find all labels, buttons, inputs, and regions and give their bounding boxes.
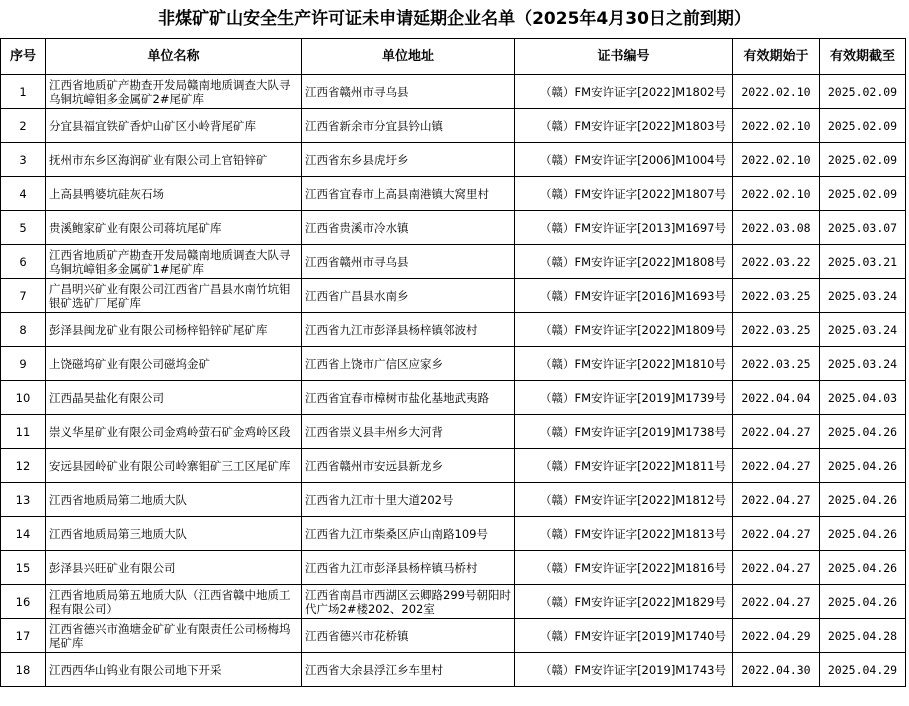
cell-cert: （赣）FM安许证字[2019]M1740号 — [515, 619, 733, 653]
cell-start: 2022.04.27 — [733, 483, 820, 517]
cell-cert: （赣）FM安许证字[2022]M1803号 — [515, 109, 733, 143]
table-row — [1, 245, 906, 279]
table-row — [1, 313, 906, 347]
cell-start: 2022.02.10 — [733, 143, 820, 177]
cell-no: 12 — [1, 449, 46, 483]
cell-start: 2022.04.27 — [733, 551, 820, 585]
cell-name: 广昌明兴矿业有限公司江西省广昌县水南竹坑钼银矿选矿厂尾矿库 — [46, 279, 302, 313]
cell-name: 分宜县福宜铁矿香炉山矿区小岭背尾矿库 — [46, 109, 302, 143]
cell-address: 江西省大余县浮江乡车里村 — [302, 653, 515, 687]
table-row — [1, 143, 906, 177]
cell-address: 江西省宜春市上高县南港镇大窝里村 — [302, 177, 515, 211]
cell-start: 2022.02.10 — [733, 75, 820, 109]
cell-no: 3 — [1, 143, 46, 177]
cell-cert: （赣）FM安许证字[2022]M1811号 — [515, 449, 733, 483]
table-row — [1, 449, 906, 483]
cell-address: 江西省赣州市寻乌县 — [302, 75, 515, 109]
cell-end: 2025.02.09 — [820, 177, 906, 211]
table-row — [1, 177, 906, 211]
cell-cert: （赣）FM安许证字[2019]M1739号 — [515, 381, 733, 415]
enterprise-table — [0, 38, 906, 687]
cell-start: 2022.04.27 — [733, 449, 820, 483]
table-row — [1, 75, 906, 109]
cell-name: 江西晶昊盐化有限公司 — [46, 381, 302, 415]
cell-end: 2025.03.24 — [820, 347, 906, 381]
cell-cert: （赣）FM安许证字[2006]M1004号 — [515, 143, 733, 177]
cell-end: 2025.03.07 — [820, 211, 906, 245]
cell-name: 抚州市东乡区海润矿业有限公司上官铅锌矿 — [46, 143, 302, 177]
table-row — [1, 279, 906, 313]
cell-name: 江西省地质局第五地质大队（江西省赣中地质工程有限公司） — [46, 585, 302, 619]
cell-name: 安远县园岭矿业有限公司岭寨钼矿三工区尾矿库 — [46, 449, 302, 483]
cell-name: 江西省地质局第二地质大队 — [46, 483, 302, 517]
table-row — [1, 653, 906, 687]
header-name: 单位名称 — [46, 39, 302, 75]
cell-end: 2025.03.21 — [820, 245, 906, 279]
cell-name: 江西省地质局第三地质大队 — [46, 517, 302, 551]
table-header-row — [1, 39, 906, 75]
table-row — [1, 347, 906, 381]
cell-name: 上饶磁坞矿业有限公司磁坞金矿 — [46, 347, 302, 381]
cell-end: 2025.03.24 — [820, 279, 906, 313]
table-row — [1, 517, 906, 551]
cell-no: 18 — [1, 653, 46, 687]
cell-start: 2022.03.25 — [733, 347, 820, 381]
cell-no: 4 — [1, 177, 46, 211]
cell-address: 江西省新余市分宜县钤山镇 — [302, 109, 515, 143]
cell-start: 2022.04.27 — [733, 415, 820, 449]
cell-end: 2025.04.26 — [820, 415, 906, 449]
table-row — [1, 381, 906, 415]
cell-start: 2022.03.25 — [733, 313, 820, 347]
cell-end: 2025.02.09 — [820, 109, 906, 143]
cell-no: 10 — [1, 381, 46, 415]
header-start: 有效期始于 — [733, 39, 820, 75]
cell-name: 江西西华山钨业有限公司地下开采 — [46, 653, 302, 687]
cell-cert: （赣）FM安许证字[2022]M1808号 — [515, 245, 733, 279]
cell-cert: （赣）FM安许证字[2019]M1743号 — [515, 653, 733, 687]
header-end: 有效期截至 — [820, 39, 906, 75]
cell-address: 江西省九江市柴桑区庐山南路109号 — [302, 517, 515, 551]
cell-address: 江西省宜春市樟树市盐化基地武夷路 — [302, 381, 515, 415]
cell-end: 2025.04.26 — [820, 517, 906, 551]
cell-address: 江西省东乡县虎圩乡 — [302, 143, 515, 177]
cell-address: 江西省赣州市寻乌县 — [302, 245, 515, 279]
table-row — [1, 483, 906, 517]
cell-name: 江西省德兴市渔塘金矿矿业有限责任公司杨梅坞尾矿库 — [46, 619, 302, 653]
cell-cert: （赣）FM安许证字[2019]M1738号 — [515, 415, 733, 449]
table-row — [1, 211, 906, 245]
cell-address: 江西省九江市十里大道202号 — [302, 483, 515, 517]
cell-end: 2025.04.28 — [820, 619, 906, 653]
cell-no: 7 — [1, 279, 46, 313]
cell-address: 江西省广昌县水南乡 — [302, 279, 515, 313]
cell-no: 1 — [1, 75, 46, 109]
cell-no: 17 — [1, 619, 46, 653]
cell-name: 上高县鸭婆坑硅灰石场 — [46, 177, 302, 211]
header-cert: 证书编号 — [515, 39, 733, 75]
cell-start: 2022.02.10 — [733, 177, 820, 211]
cell-end: 2025.04.26 — [820, 449, 906, 483]
cell-name: 彭泽县闽龙矿业有限公司杨梓铅锌矿尾矿库 — [46, 313, 302, 347]
cell-start: 2022.03.25 — [733, 279, 820, 313]
cell-end: 2025.03.24 — [820, 313, 906, 347]
cell-cert: （赣）FM安许证字[2022]M1810号 — [515, 347, 733, 381]
cell-cert: （赣）FM安许证字[2022]M1802号 — [515, 75, 733, 109]
table-row — [1, 619, 906, 653]
cell-address: 江西省德兴市花桥镇 — [302, 619, 515, 653]
cell-name: 江西省地质矿产勘查开发局赣南地质调查大队寻乌铜坑嶂钼多金属矿1#尾矿库 — [46, 245, 302, 279]
cell-address: 江西省上饶市广信区应家乡 — [302, 347, 515, 381]
cell-cert: （赣）FM安许证字[2022]M1809号 — [515, 313, 733, 347]
cell-end: 2025.04.03 — [820, 381, 906, 415]
cell-end: 2025.02.09 — [820, 143, 906, 177]
table-row — [1, 415, 906, 449]
cell-address: 江西省南昌市西湖区云卿路299号朝阳时代广场2#楼202、202室 — [302, 585, 515, 619]
cell-name: 崇义华星矿业有限公司金鸡岭萤石矿金鸡岭区段 — [46, 415, 302, 449]
cell-start: 2022.02.10 — [733, 109, 820, 143]
cell-no: 6 — [1, 245, 46, 279]
table-body — [1, 75, 906, 687]
cell-address: 江西省贵溪市冷水镇 — [302, 211, 515, 245]
cell-no: 13 — [1, 483, 46, 517]
cell-start: 2022.04.27 — [733, 517, 820, 551]
cell-cert: （赣）FM安许证字[2022]M1807号 — [515, 177, 733, 211]
page-title: 非煤矿矿山安全生产许可证未申请延期企业名单（2025年4月30日之前到期） — [158, 9, 751, 29]
cell-end: 2025.04.26 — [820, 551, 906, 585]
cell-name: 贵溪鲍家矿业有限公司蒋坑尾矿库 — [46, 211, 302, 245]
cell-end: 2025.02.09 — [820, 75, 906, 109]
cell-no: 2 — [1, 109, 46, 143]
cell-address: 江西省崇义县丰州乡大河背 — [302, 415, 515, 449]
cell-name: 彭泽县兴旺矿业有限公司 — [46, 551, 302, 585]
cell-address: 江西省赣州市安远县新龙乡 — [302, 449, 515, 483]
cell-start: 2022.04.27 — [733, 585, 820, 619]
cell-cert: （赣）FM安许证字[2013]M1697号 — [515, 211, 733, 245]
cell-no: 9 — [1, 347, 46, 381]
cell-start: 2022.04.04 — [733, 381, 820, 415]
cell-cert: （赣）FM安许证字[2022]M1816号 — [515, 551, 733, 585]
cell-no: 16 — [1, 585, 46, 619]
cell-no: 15 — [1, 551, 46, 585]
cell-no: 11 — [1, 415, 46, 449]
cell-cert: （赣）FM安许证字[2022]M1813号 — [515, 517, 733, 551]
cell-name: 江西省地质矿产勘查开发局赣南地质调查大队寻乌铜坑嶂钼多金属矿2#尾矿库 — [46, 75, 302, 109]
header-address: 单位地址 — [302, 39, 515, 75]
cell-cert: （赣）FM安许证字[2016]M1693号 — [515, 279, 733, 313]
cell-end: 2025.04.26 — [820, 585, 906, 619]
table-row — [1, 109, 906, 143]
cell-start: 2022.03.08 — [733, 211, 820, 245]
cell-no: 8 — [1, 313, 46, 347]
cell-end: 2025.04.29 — [820, 653, 906, 687]
cell-address: 江西省九江市彭泽县杨梓镇马桥村 — [302, 551, 515, 585]
header-no: 序号 — [1, 39, 46, 75]
cell-cert: （赣）FM安许证字[2022]M1812号 — [515, 483, 733, 517]
cell-no: 5 — [1, 211, 46, 245]
cell-start: 2022.04.29 — [733, 619, 820, 653]
cell-start: 2022.04.30 — [733, 653, 820, 687]
table-row — [1, 585, 906, 619]
cell-no: 14 — [1, 517, 46, 551]
cell-address: 江西省九江市彭泽县杨梓镇邻波村 — [302, 313, 515, 347]
cell-end: 2025.04.26 — [820, 483, 906, 517]
cell-start: 2022.03.22 — [733, 245, 820, 279]
cell-cert: （赣）FM安许证字[2022]M1829号 — [515, 585, 733, 619]
table-row — [1, 551, 906, 585]
